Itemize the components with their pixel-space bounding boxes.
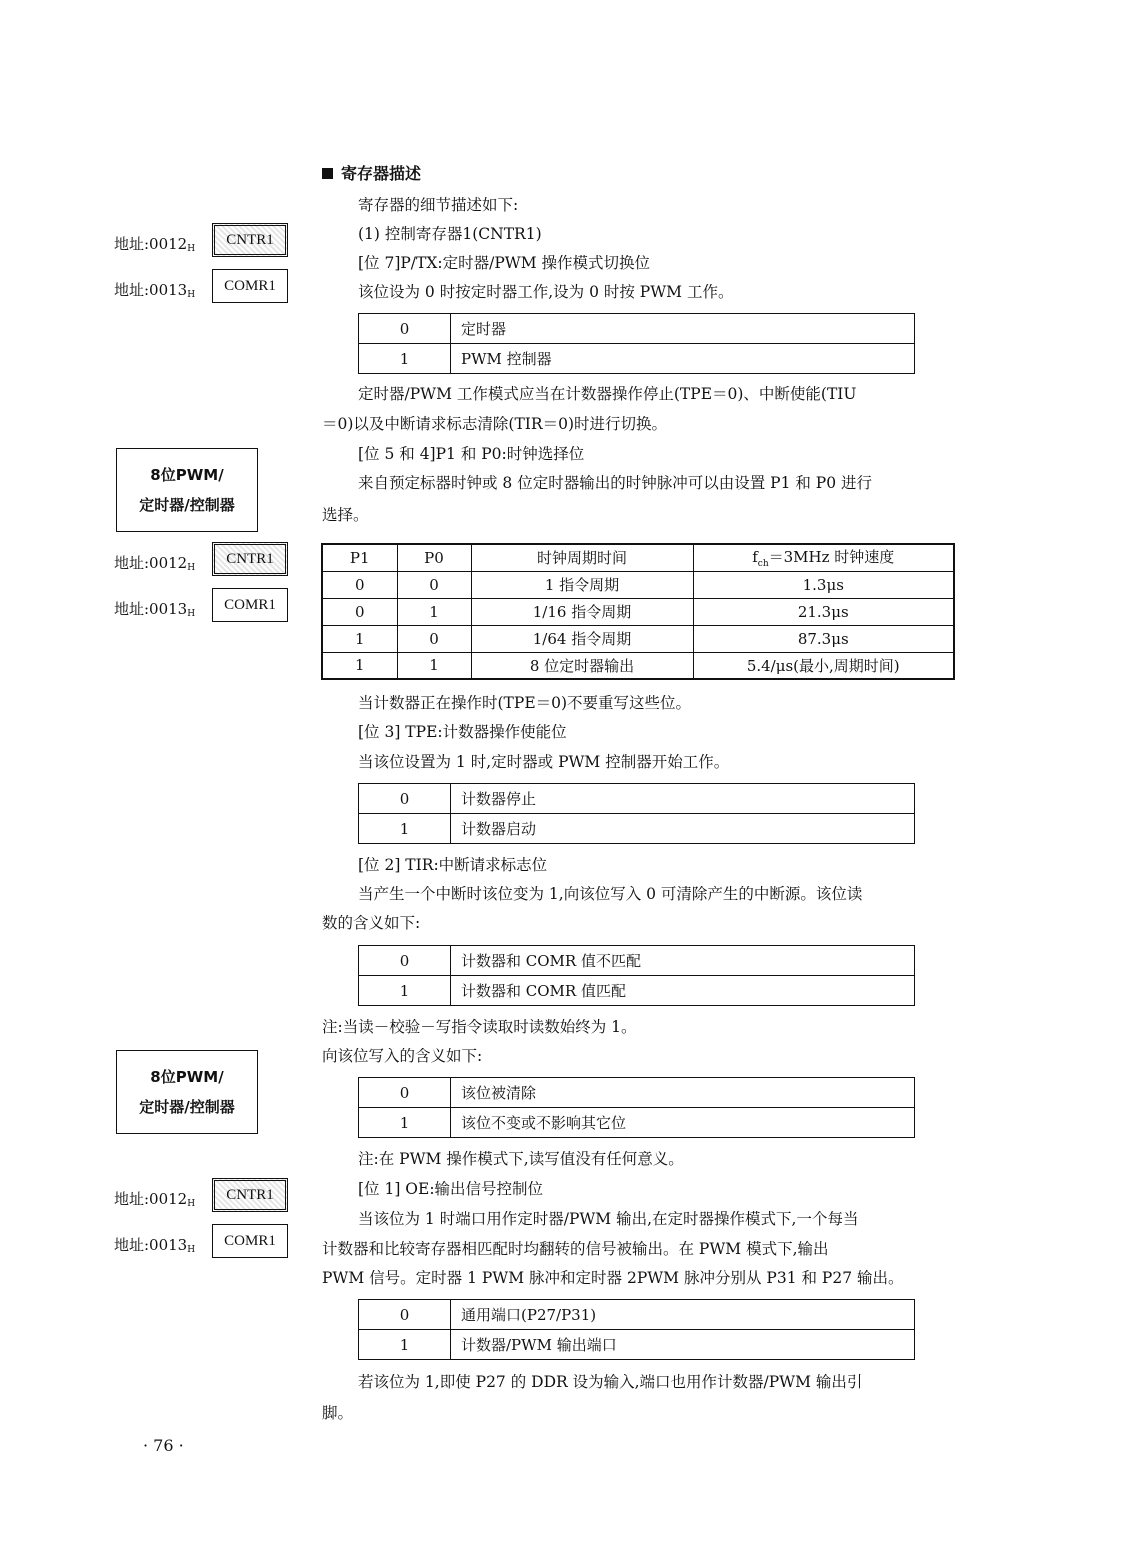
table-row: 0 0 1 指令周期 1.3μs xyxy=(322,571,954,598)
frequency-subscript: ch xyxy=(757,559,769,570)
tpe-table xyxy=(358,783,915,844)
paragraph: 该位设为 0 时按定时器工作,设为 0 时按 PWM 工作。 xyxy=(358,283,734,301)
paragraph: 当该位为 1 时端口用作定时器/PWM 输出,在定时器操作模式下,一个每当 xyxy=(358,1210,859,1228)
table-row: 1 该位不变或不影响其它位 xyxy=(359,1108,915,1138)
register-box-cntr1: CNTR1 xyxy=(212,223,288,257)
paragraph: 数的含义如下: xyxy=(322,914,421,932)
bit-heading: [位 7]P/TX:定时器/PWM 操作模式切换位 xyxy=(358,254,651,272)
paragraph: 寄存器的细节描述如下: xyxy=(358,196,519,214)
page-number: · 76 · xyxy=(143,1436,184,1455)
mode-table xyxy=(358,313,915,374)
section-heading xyxy=(322,166,421,182)
paragraph: PWM 信号。定时器 1 PWM 脉冲和定时器 2PWM 脉冲分别从 P31 和 P27 输出。 xyxy=(322,1269,904,1287)
tir-read-table xyxy=(358,945,915,1006)
module-label-box: 8位PWM/ 定时器/控制器 xyxy=(116,1050,258,1134)
paragraph: 向该位写入的含义如下: xyxy=(322,1047,483,1065)
note: 注:当读－校验－写指令读取时读数始终为 1。 xyxy=(322,1018,637,1036)
address-label: 地址$:0013_H$ xyxy=(114,1236,196,1255)
tir-write-table xyxy=(358,1077,915,1138)
address-label: 地址$:0012_H$ xyxy=(114,235,196,254)
bit-heading: [位 2] TIR:中断请求标志位 xyxy=(358,856,548,874)
paragraph: (1) 控制寄存器1(CNTR1) xyxy=(358,225,542,243)
table-row: 0 通用端口(P27/P31) xyxy=(359,1300,915,1330)
paragraph: 脚。 xyxy=(322,1404,354,1422)
address-label: 地址$:0012_H$ xyxy=(114,1190,196,1209)
register-box-comr1: COMR1 xyxy=(212,1224,288,1258)
paragraph: 定时器/PWM 工作模式应当在计数器操作停止(TPE＝0)、中断使能(TIU xyxy=(358,385,857,403)
table-row: 1 0 1/64 指令周期 87.3μs xyxy=(322,625,954,652)
paragraph: 当产生一个中断时该位变为 1,向该位写入 0 可清除产生的中断源。该位读 xyxy=(358,885,863,903)
table-row: 0 计数器和 COMR 值不匹配 xyxy=(359,946,915,976)
table-row: 1 PWM 控制器 xyxy=(359,344,915,374)
table-row: 1 计数器启动 xyxy=(359,814,915,844)
paragraph: 当该位设置为 1 时,定时器或 PWM 控制器开始工作。 xyxy=(358,753,730,771)
table-header-row: P1 P0 时钟周期时间 $f_{ch}=3MHz$ 时钟速度 xyxy=(322,544,954,571)
table-row: 1 计数器和 COMR 值匹配 xyxy=(359,976,915,1006)
clock-select-table xyxy=(321,543,955,680)
table-row: 0 该位被清除 xyxy=(359,1078,915,1108)
module-label-box: 8位PWM/ 定时器/控制器 xyxy=(116,448,258,532)
note: 注:在 PWM 操作模式下,读写值没有任何意义。 xyxy=(358,1150,684,1168)
section-title: 寄存器描述 xyxy=(341,164,422,183)
register-box-comr1: COMR1 xyxy=(212,269,288,303)
address-label: 地址$:0013_H$ xyxy=(114,600,196,619)
paragraph: 若该位为 1,即使 P27 的 DDR 设为输入,端口也用作计数器/PWM 输出引 xyxy=(358,1373,863,1391)
bit-heading: [位 3] TPE:计数器操作使能位 xyxy=(358,723,567,741)
address-label: 地址$:0013_H$ xyxy=(114,281,196,300)
table-row: 0 定时器 xyxy=(359,314,915,344)
table-row: 0 1 1/16 指令周期 21.3μs xyxy=(322,598,954,625)
paragraph: 当计数器正在操作时(TPE＝0)不要重写这些位。 xyxy=(358,694,692,712)
bit-heading: [位 5 和 4]P1 和 P0:时钟选择位 xyxy=(358,445,585,463)
register-box-cntr1: CNTR1 xyxy=(212,1178,288,1212)
oe-table xyxy=(358,1299,915,1360)
paragraph: ＝0)以及中断请求标志清除(TIR＝0)时进行切换。 xyxy=(322,415,667,433)
table-row: 1 计数器/PWM 输出端口 xyxy=(359,1330,915,1360)
register-box-cntr1: CNTR1 xyxy=(212,542,288,576)
address-label: 地址$:0012_H$ xyxy=(114,554,196,573)
register-box-comr1: COMR1 xyxy=(212,588,288,622)
table-row: 1 1 8 位定时器输出 5.4/μs(最小,周期时间) xyxy=(322,652,954,679)
bit-heading: [位 1] OE:输出信号控制位 xyxy=(358,1180,544,1198)
square-bullet-icon xyxy=(322,168,333,179)
paragraph: 选择。 xyxy=(322,506,369,524)
table-row: 0 计数器停止 xyxy=(359,784,915,814)
paragraph: 来自预定标器时钟或 8 位定时器输出的时钟脉冲可以由设置 P1 和 P0 进行 xyxy=(358,474,873,492)
paragraph: 计数器和比较寄存器相匹配时均翻转的信号被输出。在 PWM 模式下,输出 xyxy=(322,1240,829,1258)
